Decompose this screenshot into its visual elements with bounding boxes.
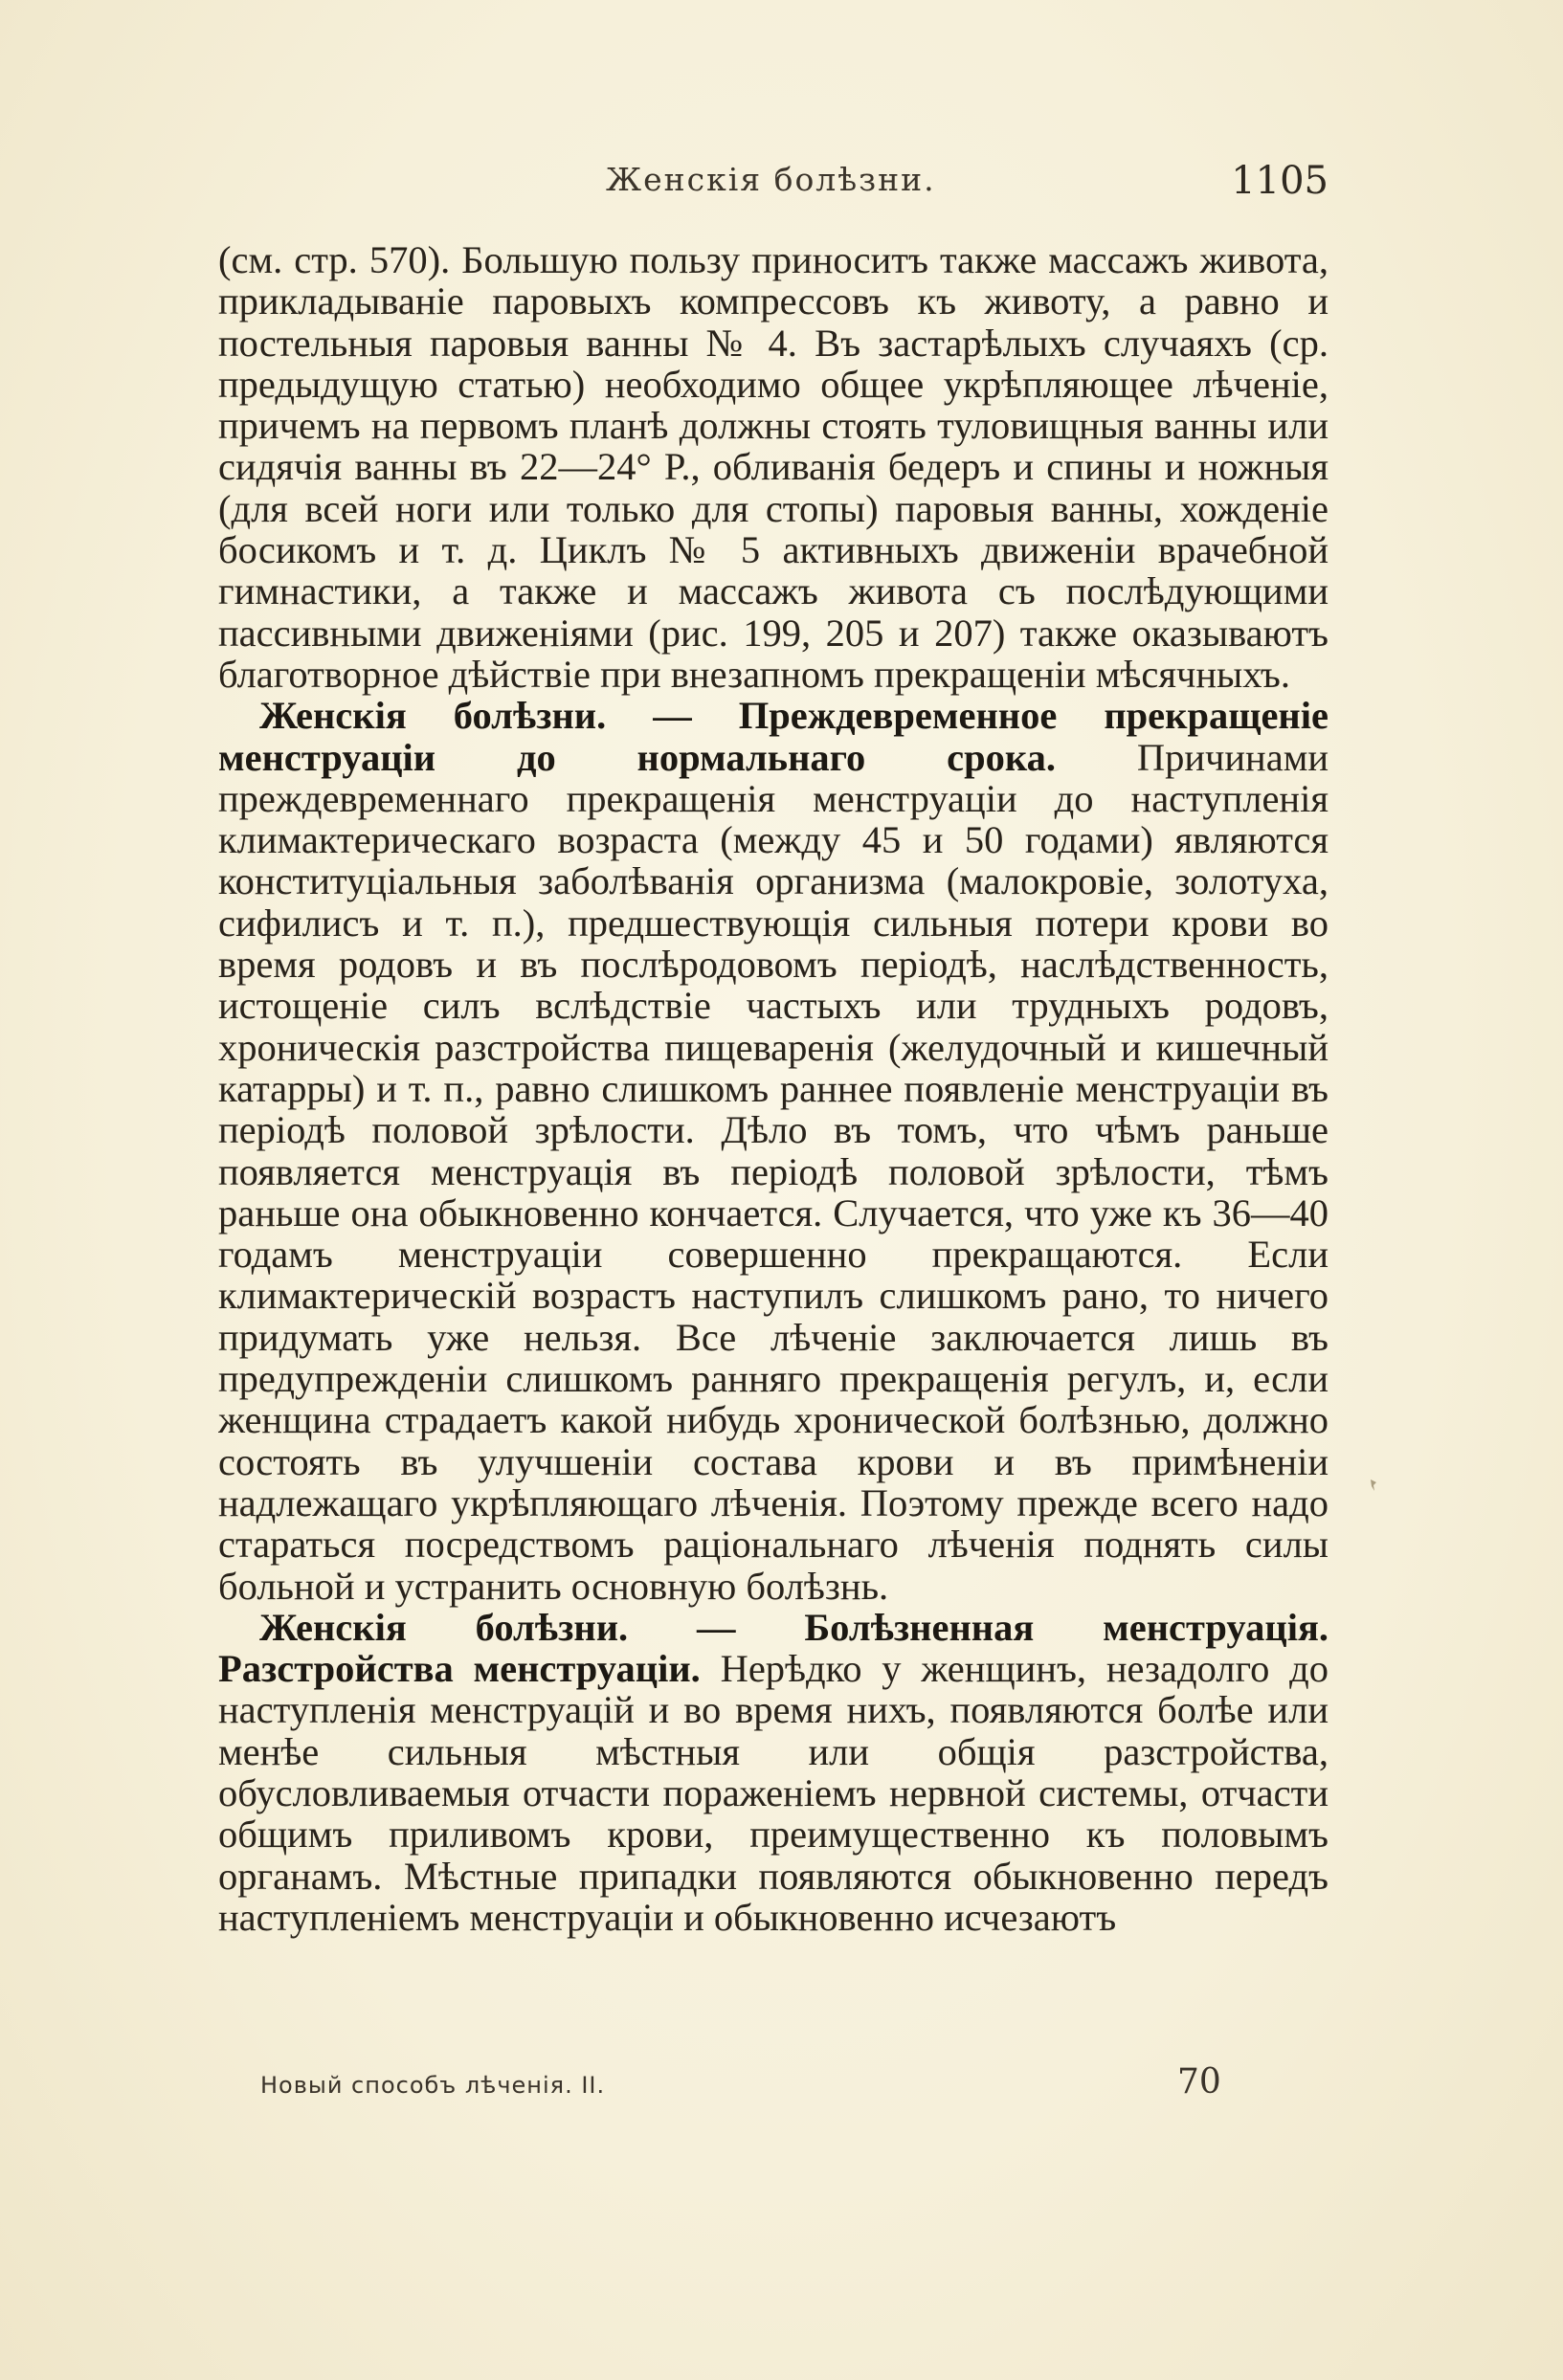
ink-speck-icon: [1369, 1479, 1378, 1492]
paragraph-text: (см. стр. 570). Большую пользу приноситъ также массажъ живота, прикладываніе паровыхъ компрессовъ къ животу, а равно и постельныя паровыя ванны № 4. Въ застарѣлыхъ случаяхъ (ср. предыдущую статью) необходимо общее укрѣпляющее лѣченіе, причемъ на первомъ планѣ должны стоять туловищныя ванны или сидячія ванны въ 22—24° Р., обливанія бедеръ и спины и ножныя (для всей ноги или только для стопы) паровыя ванны, хожденіе босикомъ и т. д. Циклъ № 5 активныхъ движеніи врачебной гимнастики, а также и массажъ живота съ послѣдующими пассивными движеніями (рис. 199, 205 и 207) также оказываютъ благотворное дѣйствіе при внезапномъ прекращеніи мѣсячныхъ.: [218, 239, 1329, 696]
paragraph-premature-cessation: [218, 695, 1329, 1607]
paragraph-continuation: [218, 239, 1329, 695]
section-heading: Женскія болѣзни. — Болѣзненная менструація. Разстройства менструаціи.: [218, 1605, 1329, 1691]
page-number: 1105: [1231, 159, 1329, 203]
sheet-number: 70: [1177, 2062, 1221, 2102]
page-header: [218, 153, 1329, 211]
paragraph-text: Нерѣдко у женщинъ, незадолго до наступленія менструацій и во время нихъ, появляются болѣе или менѣе сильныя мѣстныя или общія разстройства, обусловливаемыя отчасти пораженіемъ нервной системы, отчасти общимъ приливомъ крови, преимущественно къ половымъ органамъ. Мѣстные припадки появляются обыкновенно передъ наступленіемъ менструаціи и обыкновенно исчезаютъ: [218, 1647, 1329, 1939]
body-text: [218, 239, 1329, 2053]
paragraph-text: Причинами преждевременнаго прекращенія менструаціи до наступленія климактерическаго возраста (между 45 и 50 годами) являются конституціальныя заболѣванія организма (малокровіе, золотуха, сифилисъ и т. п.), предшествующія сильныя потери крови во время родовъ и въ послѣродовомъ періодѣ, наслѣдственность, истощеніе силъ вслѣдствіе частыхъ или трудныхъ родовъ, хроническія разстройства пищеваренія (желудочный и кишечный катарры) и т. п., равно слишкомъ раннее появленіе менструаціи въ періодѣ половой зрѣлости. Дѣло въ томъ, что чѣмъ раньше появляется менструація въ періодѣ половой зрѣлости, тѣмъ раньше она обыкновенно кончается. Случается, что уже къ 36—40 годамъ менструаціи совершенно прекращаются. Если климактерическій возрастъ наступилъ слишкомъ рано, то ничего придумать уже нельзя. Все лѣченіе заключается лишь въ предупрежденіи слишкомъ ранняго прекращенія регулъ, и, если женщина страдаетъ какой нибудь хронической болѣзнью, должно состоять въ улучшеніи состава крови и въ примѣненіи надлежащаго укрѣпляющаго лѣченія. Поэтому прежде всего надо стараться посредствомъ раціональнаго лѣченія поднять силы больной и устранить основную болѣзнь.: [218, 735, 1329, 1608]
running-head: Женскія болѣзни.: [606, 161, 936, 198]
section-heading: Женскія болѣзни. — Преждевременное прекращеніе менструаціи до нормальнаго срока.: [218, 694, 1329, 779]
paragraph-painful-menstruation: [218, 1607, 1329, 1938]
printer-signature: Новый способъ лѣченія. II.: [260, 2072, 606, 2099]
page-footer: [260, 2060, 1221, 2118]
